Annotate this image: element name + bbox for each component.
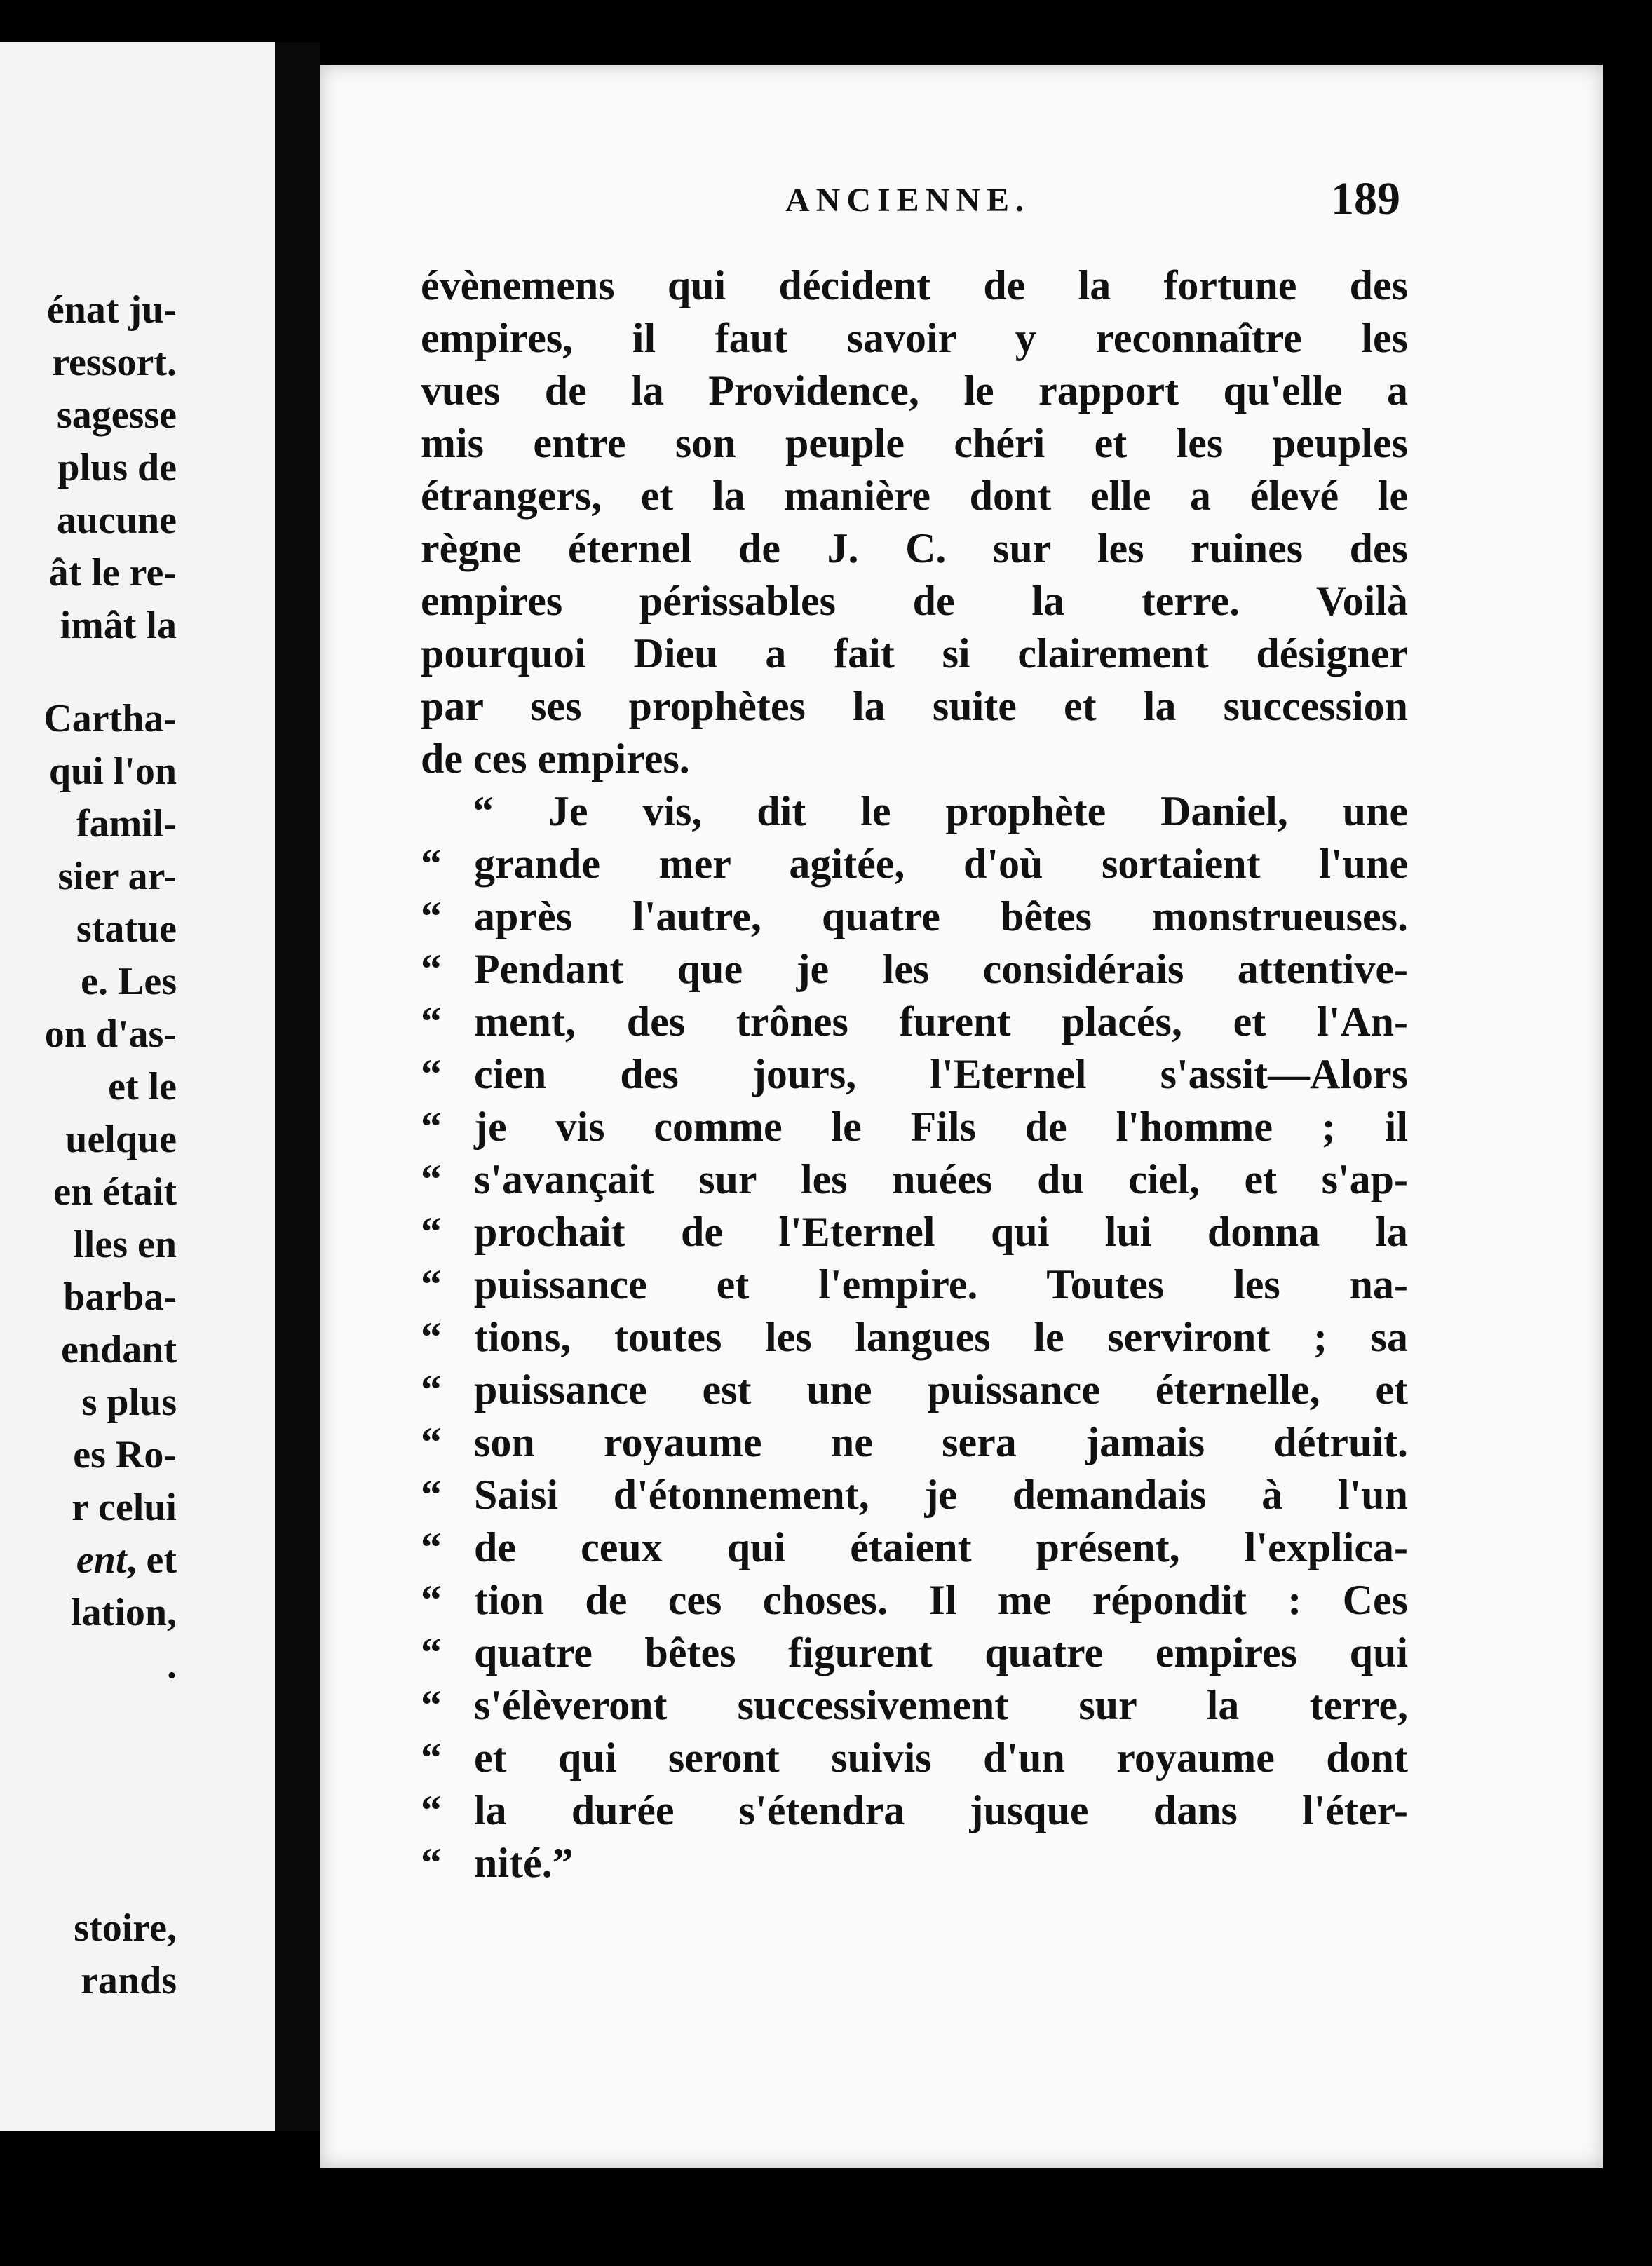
fragment-line: es Ro- bbox=[73, 1433, 177, 1477]
fragment-suffix: , et bbox=[126, 1538, 177, 1582]
quote-line: “ grande mer agitée, d'où sortaient l'une bbox=[421, 838, 1408, 890]
text-line: par ses prophètes la suite et la succession bbox=[421, 683, 1408, 729]
text-line: empires, il faut savoir y reconnaître les bbox=[421, 315, 1408, 361]
fragment-line bbox=[0, 1534, 177, 1587]
fragment-line: statue bbox=[76, 907, 177, 951]
fragment-line: uelque bbox=[65, 1118, 177, 1161]
fragment-line: . bbox=[167, 1643, 177, 1687]
fragment-line: on d'as- bbox=[44, 1012, 177, 1056]
quote-line: “ prochait de l'Eternel qui lui donna la bbox=[421, 1206, 1408, 1258]
left-page bbox=[0, 42, 275, 2131]
fragment-line: lation, bbox=[71, 1591, 177, 1634]
fragment-line: stoire, bbox=[74, 1906, 177, 1950]
fragment-line: énat ju- bbox=[46, 288, 177, 332]
fragment-italic: ent bbox=[76, 1538, 127, 1582]
quote-line: “ Pendant que je les considérais attentive- bbox=[421, 943, 1408, 996]
quote-line: “ de ceux qui étaient présent, l'explica- bbox=[421, 1521, 1408, 1574]
quote-line: “ et qui seront suivis d'un royaume dont bbox=[421, 1732, 1408, 1784]
quote-line: “ quatre bêtes figurent quatre empires qui bbox=[421, 1627, 1408, 1679]
fragment-line: qui l'on bbox=[48, 749, 177, 793]
fragment-line: en était bbox=[53, 1170, 177, 1214]
fragment-line: endant bbox=[61, 1328, 177, 1371]
quote-line: “ nité.” bbox=[421, 1837, 1408, 1890]
book-gutter bbox=[275, 42, 320, 2131]
main-text bbox=[421, 259, 1408, 1890]
fragment-line: s plus bbox=[81, 1380, 177, 1424]
fragment-line: aucune bbox=[56, 498, 177, 542]
quote-line: “ son royaume ne sera jamais détruit. bbox=[421, 1416, 1408, 1469]
quote-line: “ Saisi d'étonnement, je demandais à l'un bbox=[421, 1469, 1408, 1521]
fragment-line: lles en bbox=[73, 1223, 177, 1266]
fragment-line: ressort. bbox=[52, 341, 177, 384]
paragraph-gap bbox=[0, 652, 177, 693]
quote-line: “ après l'autre, quatre bêtes monstrueuses. bbox=[421, 890, 1408, 943]
fragment-line: et le bbox=[108, 1065, 177, 1108]
fragment-line: sier ar- bbox=[57, 855, 177, 898]
fragment-line: sagesse bbox=[56, 393, 177, 437]
quote-line: “ tion de ces choses. Il me répondit : Ces bbox=[421, 1574, 1408, 1627]
fragment-line: famil- bbox=[76, 802, 177, 846]
fragment-line: e. Les bbox=[81, 960, 177, 1003]
quote-line: “ ment, des trônes furent placés, et l'An- bbox=[421, 996, 1408, 1048]
fragment-line: barba- bbox=[63, 1275, 177, 1319]
fragment-line: imât la bbox=[60, 604, 177, 647]
quote-line: “ cien des jours, l'Eternel s'assit—Alors bbox=[421, 1048, 1408, 1101]
text-line: vues de la Providence, le rapport qu'elle a bbox=[421, 367, 1408, 414]
text-line: empires périssables de la terre. Voilà bbox=[421, 578, 1408, 624]
text-line: mis entre son peuple chéri et les peuples bbox=[421, 420, 1408, 466]
fragment-line: Cartha- bbox=[43, 697, 177, 740]
quote-line: “ tions, toutes les langues le serviront ; sa bbox=[421, 1311, 1408, 1364]
quote-line: “ Je vis, dit le prophète Daniel, une bbox=[473, 788, 1408, 834]
fragment-line: plus de bbox=[57, 446, 177, 489]
text-line: règne éternel de J. C. sur les ruines des bbox=[421, 525, 1408, 571]
running-header: ANCIENNE. bbox=[785, 182, 1031, 219]
blank-gap bbox=[0, 1692, 177, 1902]
quote-line: “ la durée s'étendra jusque dans l'éter- bbox=[421, 1784, 1408, 1837]
text-line: étrangers, et la manière dont elle a élevé le bbox=[421, 473, 1408, 519]
fragment-line: r celui bbox=[72, 1486, 177, 1529]
quote-line: “ s'élèveront successivement sur la terre, bbox=[421, 1679, 1408, 1732]
text-line: pourquoi Dieu a fait si clairement désigner bbox=[421, 630, 1408, 677]
quote-line: “ puissance est une puissance éternelle, et bbox=[421, 1364, 1408, 1416]
fragment-line: ât le re- bbox=[48, 551, 177, 595]
text-line: de ces empires. bbox=[421, 735, 690, 782]
fragment-line: rands bbox=[81, 1959, 177, 2002]
quote-line: “ puissance et l'empire. Toutes les na- bbox=[421, 1258, 1408, 1311]
text-line: évènemens qui décident de la fortune des bbox=[421, 262, 1408, 308]
quote-line: “ s'avançait sur les nuées du ciel, et s'ap- bbox=[421, 1153, 1408, 1206]
page-number: 189 bbox=[1331, 173, 1400, 224]
left-page-text-fragments bbox=[0, 284, 177, 2007]
quote-line: “ je vis comme le Fils de l'homme ; il bbox=[421, 1101, 1408, 1153]
